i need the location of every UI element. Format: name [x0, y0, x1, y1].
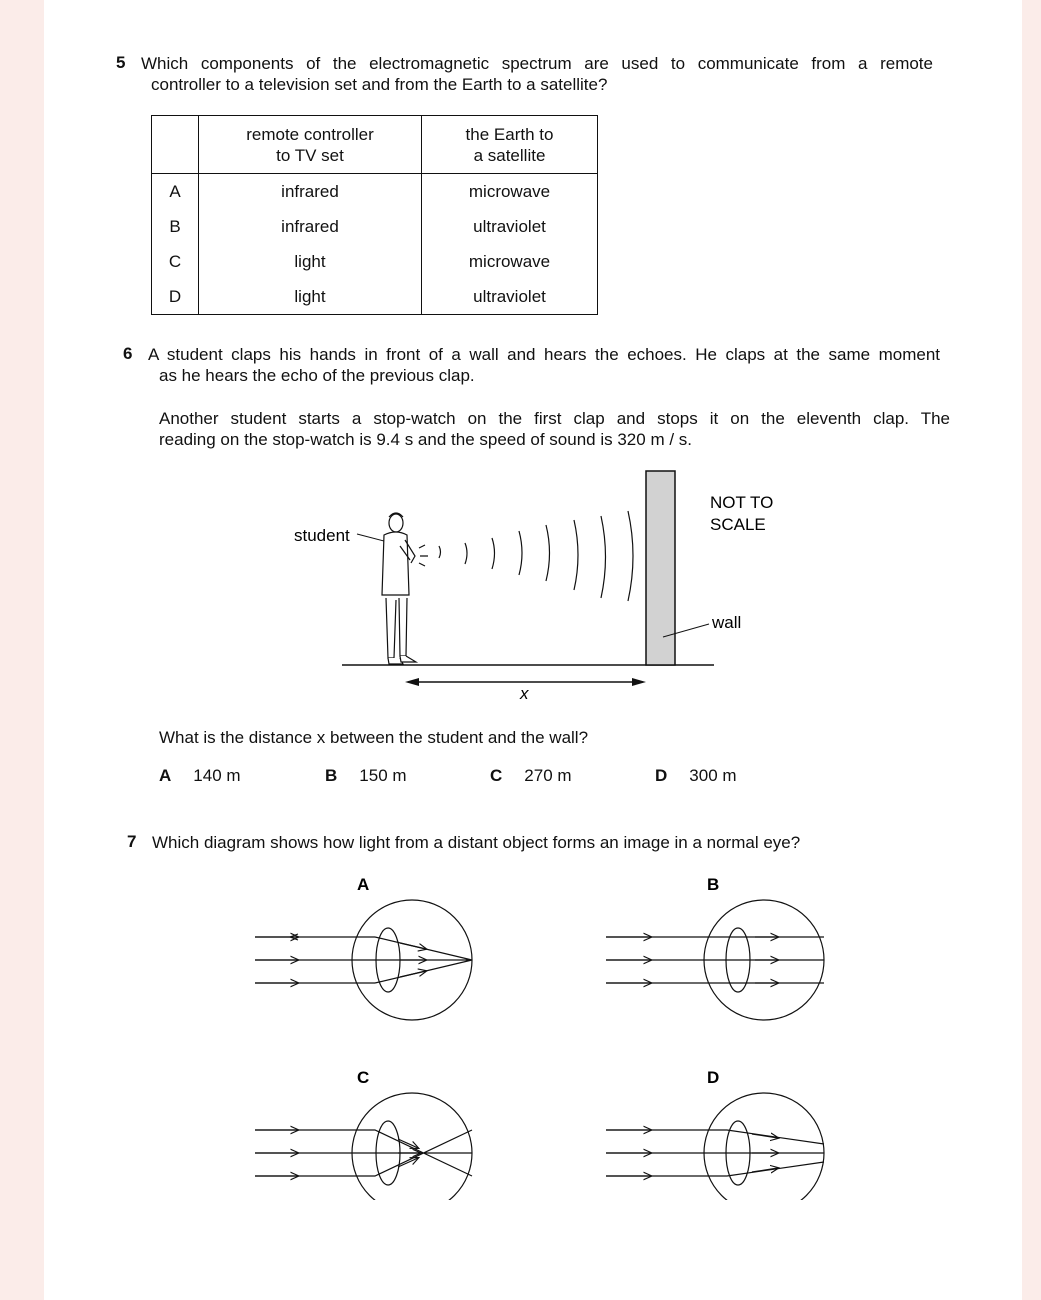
wall-label: wall: [712, 613, 742, 632]
option-a[interactable]: [159, 766, 241, 786]
row-letter: A: [152, 174, 199, 210]
row-letter: B: [152, 209, 199, 244]
option-b-value: 150 m: [359, 766, 407, 785]
question-6-para1-line2: as he hears the echo of the previous clap.: [159, 366, 475, 385]
header-col1-line2: to TV set: [276, 145, 344, 165]
distance-arrow-right-head: [632, 678, 646, 686]
student-figure: [382, 513, 428, 664]
question-6-para2-line2: reading on the stop-watch is 9.4 s and the speed of sound is 320 m / s.: [159, 430, 692, 449]
question-6-para1-line1: A student claps his hands in front of a wall and hears the echoes. He claps at the same moment: [148, 345, 940, 364]
eye-diagram-d: [606, 1093, 824, 1200]
eye-label-d: D: [707, 1068, 720, 1087]
eye-diagram-a: [255, 900, 472, 1020]
header-col2-line1: the Earth to: [465, 124, 554, 144]
row-satellite-value: microwave: [422, 244, 598, 279]
option-c-value: 270 m: [524, 766, 572, 785]
row-letter: D: [152, 279, 199, 315]
not-to-scale-line1: NOT TO: [710, 493, 774, 512]
question-7-text: Which diagram shows how light from a distant object forms an image in a normal eye?: [152, 833, 801, 852]
row-letter: C: [152, 244, 199, 279]
row-satellite-value: ultraviolet: [422, 279, 598, 315]
student-leader-line: [357, 534, 384, 541]
question-5-number: 5: [116, 53, 126, 72]
option-b[interactable]: [325, 766, 407, 786]
distance-label-x: x: [520, 684, 529, 703]
option-b-letter: B: [325, 766, 338, 785]
student-label: student: [294, 526, 350, 545]
option-c-letter: C: [490, 766, 503, 785]
header-col2-line2: a satellite: [473, 145, 546, 165]
question-5-text-line2: controller to a television set and from the Earth to a satellite?: [151, 75, 608, 94]
eye-label-a: A: [357, 875, 370, 894]
question-5-text-line1: Which components of the electromagnetic spectrum are used to communicate from a remote: [141, 54, 933, 73]
row-remote-value: light: [199, 244, 422, 279]
row-satellite-value: ultraviolet: [422, 209, 598, 244]
row-remote-value: light: [199, 279, 422, 315]
question-7-number: 7: [127, 832, 137, 851]
option-a-letter: A: [159, 766, 172, 785]
option-d-value: 300 m: [689, 766, 737, 785]
option-d-letter: D: [655, 766, 668, 785]
row-remote-value: infrared: [199, 209, 422, 244]
question-6-para2-line1: Another student starts a stop-watch on the first clap and stops it on the eleventh clap. The: [159, 409, 950, 428]
eye-label-b: B: [707, 875, 720, 894]
eye-label-c: C: [357, 1068, 370, 1087]
row-remote-value: infrared: [199, 174, 422, 210]
option-c[interactable]: [490, 766, 572, 786]
row-satellite-value: microwave: [422, 174, 598, 210]
option-a-value: 140 m: [193, 766, 241, 785]
not-to-scale-line2: SCALE: [710, 515, 766, 534]
sound-waves: [439, 511, 633, 601]
eye-diagram-c: [255, 1093, 472, 1200]
eye-diagram-b: [606, 900, 824, 1020]
distance-arrow-left-head: [405, 678, 419, 686]
header-col1-line1: remote controller: [246, 124, 374, 144]
question-6-prompt: What is the distance x between the student and the wall?: [159, 728, 589, 747]
eye-diagrams: [0, 860, 1041, 1200]
question-6-number: 6: [123, 344, 133, 363]
option-d[interactable]: [655, 766, 737, 786]
wall-shape: [646, 471, 675, 665]
